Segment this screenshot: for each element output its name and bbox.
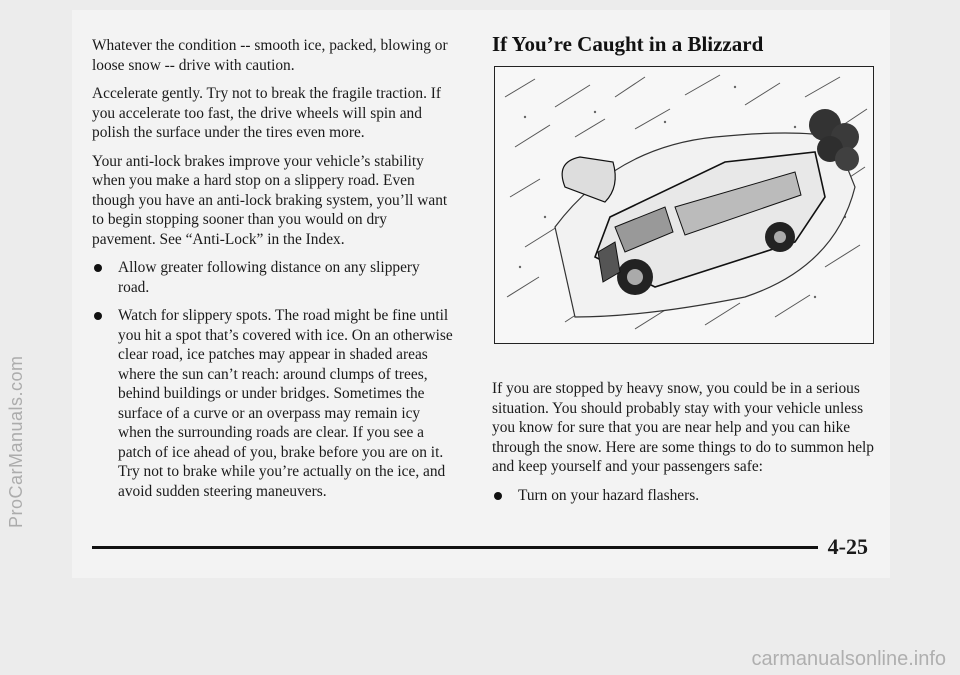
paragraph-condition: Whatever the condition -- smooth ice, packed, blowing or loose snow -- drive with caution. <box>92 37 448 74</box>
van-stuck-in-snow-illustration <box>494 66 874 344</box>
paragraph-antilock: Your anti-lock brakes improve your vehicle’s stability when you make a hard stop on a slippery road. Even though you have an anti-lock braking system, you’ll want to begin stopping sooner than you would on dry pavement. See “Anti-Lock” in the Index. <box>92 152 448 248</box>
manual-page <box>72 10 890 578</box>
blizzard-text <box>492 379 876 505</box>
bullet-hazard-flashers: Turn on your hazard flashers. <box>492 486 876 506</box>
bullet-following-distance: Allow greater following distance on any slippery road. <box>92 258 454 297</box>
left-bullet-list <box>92 258 454 501</box>
section-heading: If You’re Caught in a Blizzard <box>492 32 764 56</box>
paragraph-accelerate: Accelerate gently. Try not to break the fragile traction. If you accelerate too fast, the drive wheels will spin and polish the surface under the tires even more. <box>92 85 442 141</box>
footer-rule <box>92 546 818 549</box>
side-watermark: ProCarManuals.com <box>6 355 26 528</box>
right-bullet-list <box>492 486 876 506</box>
bottom-watermark: carmanualsonline.info <box>751 648 946 670</box>
paragraph-stopped-by-snow: If you are stopped by heavy snow, you could be in a serious situation. You should probably stay with your vehicle unless you know for sure that you are near help and you can hike through the snow. Here are some things to do to summon help and keep yourself and your passengers safe: <box>492 380 874 475</box>
page-number: 4-25 <box>827 534 868 559</box>
right-column <box>492 32 876 514</box>
left-column <box>92 36 454 510</box>
blizzard-drawing <box>495 67 873 343</box>
bullet-slippery-spots: Watch for slippery spots. The road might be fine until you hit a spot that’s covered with ice. On an otherwise clear road, ice patches may appear in shaded areas where the sun can’t reach: around clumps of trees, behind buildings or under bridges. Sometimes the surface of a curve or an overpass may remain icy when the surrounding roads are clear. If you see a patch of ice ahead of you, brake before you are on it. Try not to brake while you’re actually on the ice, and avoid sudden steering maneuvers. <box>92 306 454 501</box>
